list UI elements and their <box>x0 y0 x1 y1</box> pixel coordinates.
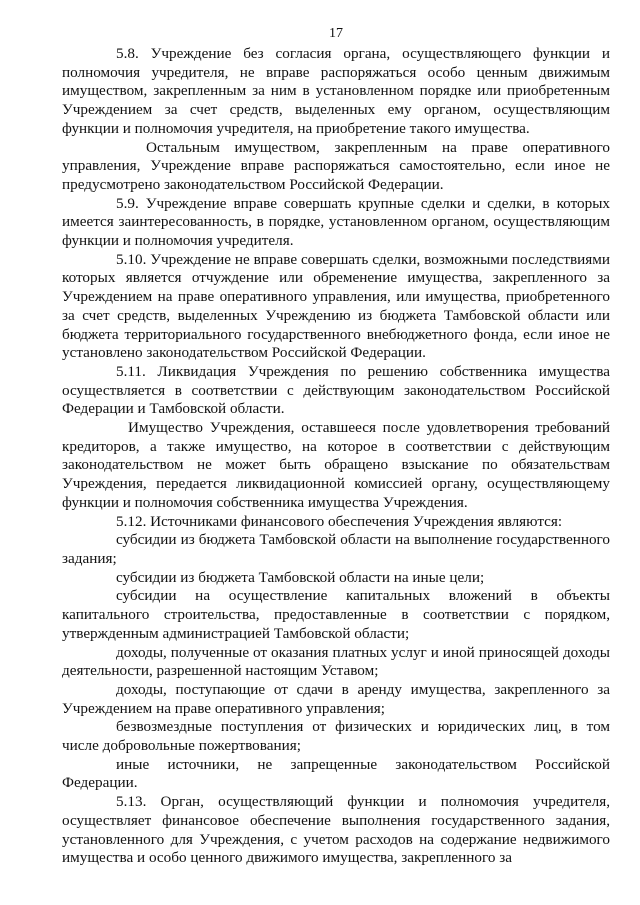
funding-item-rent: доходы, поступающие от сдачи в аренду имущества, закрепленного за Учреждением на праве оперативного управления; <box>62 680 610 717</box>
paragraph-5-8: 5.8. Учреждение без согласия органа, осуществляющего функции и полномочия учредителя, не вправе распоряжаться особо ценным движимым имуществом, закрепленным за ним в установленном порядке или приобретенным Учреждением за счет средств, выделенных ему органом, осуществляющим функции и полномочия учредителя, на приобретение такого имущества. <box>62 45 610 137</box>
funding-item-state-task: субсидии из бюджета Тамбовской области на выполнение государственного задания; <box>62 531 610 567</box>
paragraph-5-11: 5.11. Ликвидация Учреждения по решению собственника имущества осуществляется в соответствии с действующим законодательством Российской Федерации и Тамбовской области. <box>62 362 610 418</box>
paragraph-5-12: 5.12. Источниками финансового обеспечения Учреждения являются: <box>116 512 563 530</box>
funding-item-paid-services: доходы, полученные от оказания платных услуг и иной приносящей доходы деятельности, разрешенной настоящим Уставом; <box>62 643 610 680</box>
funding-item-other-goals: субсидии из бюджета Тамбовской области на иные цели; <box>116 568 485 586</box>
paragraph-5-9: 5.9. Учреждение вправе совершать крупные сделки и сделки, в которых имеется заинтересованность, в порядке, установленном органом, осуществляющим функции и полномочия учредителя. <box>62 194 610 250</box>
paragraph-5-8-remaining-property: Остальным имуществом, закрепленным на праве оперативного управления, Учреждение вправе распоряжаться самостоятельно, если иное не предусмотрено законодательством Российской Федерации. <box>62 138 610 193</box>
paragraph-5-10: 5.10. Учреждение не вправе совершать сделки, возможными последствиями которых является отчуждение или обременение имущества, закрепленного за Учреждением на праве оперативного управления, или имущества, приобретенного за счет средств, выделенных Учреждению из бюджета Тамбовской области или бюджета территориального государственного внебюджетного фонда, если иное не установлено законодательством Российской Федерации. <box>62 250 610 362</box>
paragraph-5-13: 5.13. Орган, осуществляющий функции и полномочия учредителя, осуществляет финансовое обеспечение выполнения государственного задания, установленного для Учреждения, с учетом расходов на содержание недвижимого имущества и особо ценного движимого имущества, закрепленного за <box>62 793 610 867</box>
paragraph-5-11-property: Имущество Учреждения, оставшееся после удовлетворения требований кредиторов, а также имущество, на которое в соответствии с действующим законодательством не может быть обращено взыскание по обязательствам Учреждения, передается ликвидационной комиссией органу, осуществляющему функции и полномочия собственника имущества Учреждения. <box>62 419 610 511</box>
page-number: 17 <box>329 26 343 41</box>
funding-item-donations: безвозмездные поступления от физических и юридических лиц, в том числе добровольные пожертвования; <box>62 718 610 755</box>
funding-item-capital-investments: субсидии на осуществление капитальных вложений в объекты капитального строительства, предоставленные в соответствии с порядком, утвержденным администрацией Тамбовской области; <box>62 587 610 642</box>
funding-item-other-sources: иные источники, не запрещенные законодательством Российской Федерации. <box>62 755 610 792</box>
document-page <box>62 26 610 868</box>
